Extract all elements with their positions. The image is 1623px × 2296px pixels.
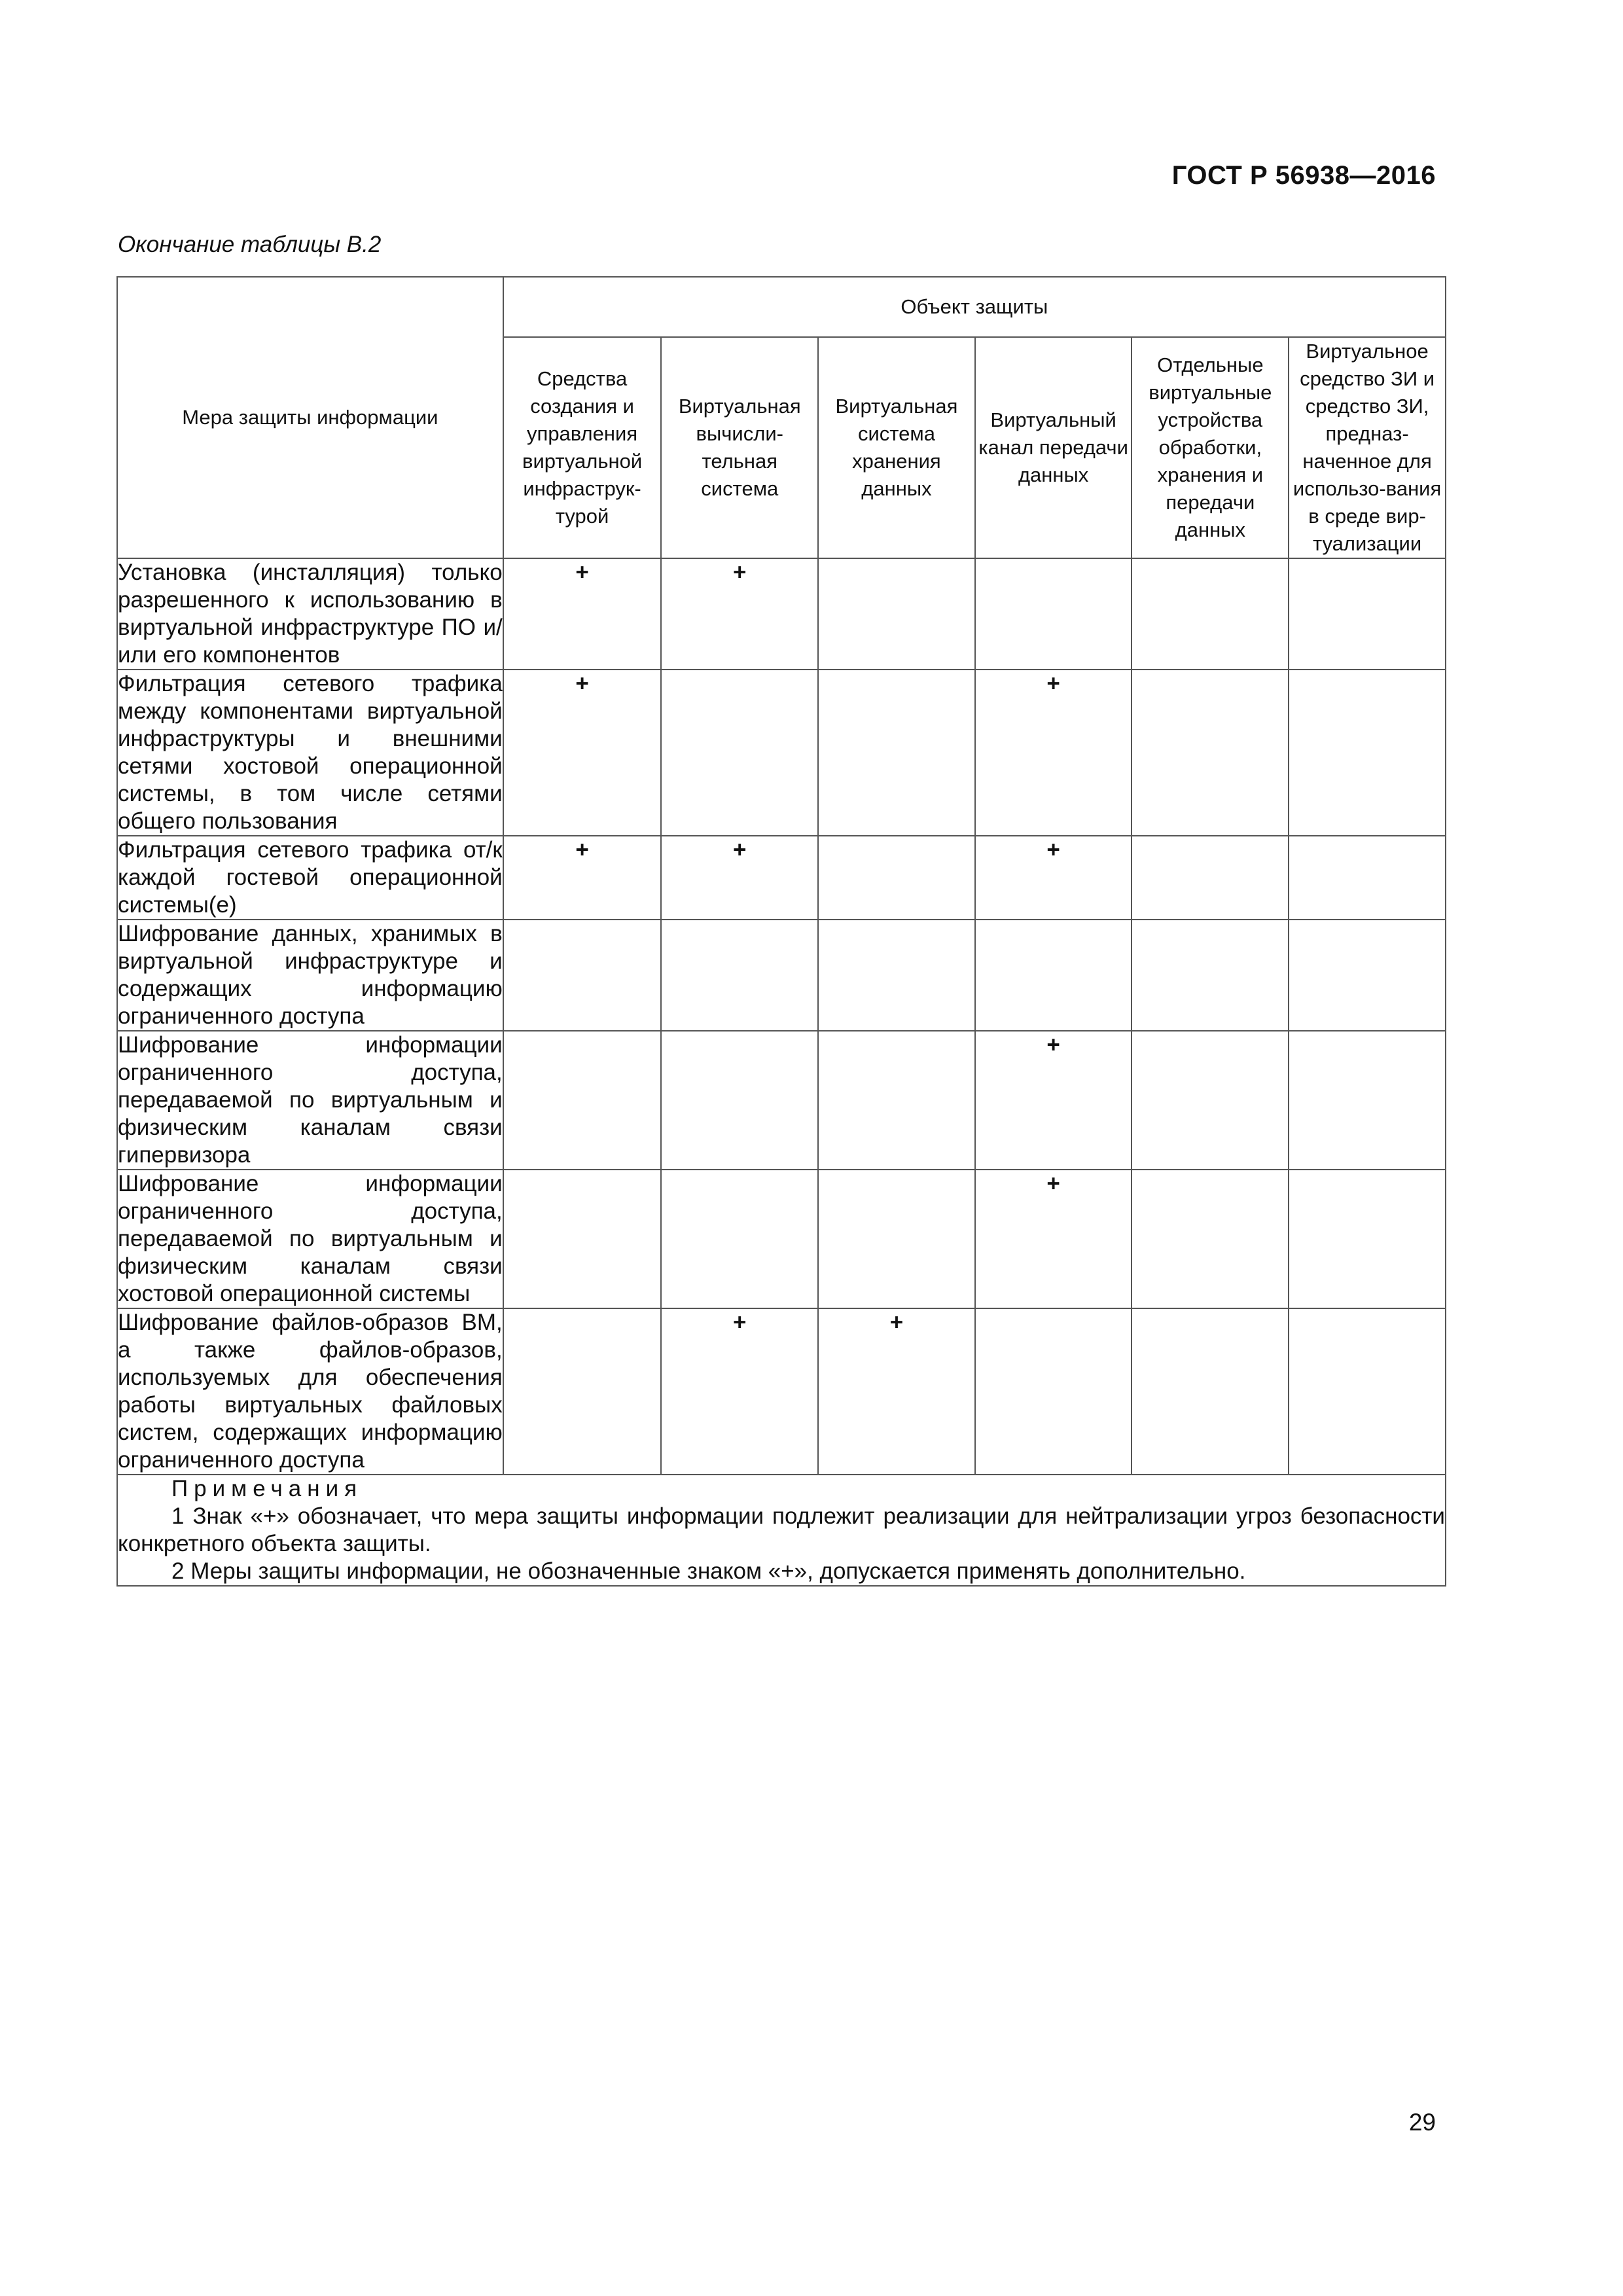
mark-cell: + [503,558,662,670]
note-item: 1 Знак «+» обозначает, что мера защиты информации подлежит реализации для нейтрализации угроз безопасности конкретного объекта защиты. [118,1503,1445,1556]
mark-cell [503,1308,662,1475]
table-row [117,1031,1446,1170]
mark-cell: + [818,1308,975,1475]
table-row [117,670,1446,836]
mark-cell [1289,1031,1446,1170]
table-row [117,836,1446,920]
mark-cell [661,1031,818,1170]
mark-cell [1289,1170,1446,1308]
mark-cell [661,920,818,1031]
mark-cell: + [975,836,1132,920]
measure-cell: Фильтрация сетевого трафика от/к каждой гостевой операционной системы(е) [117,836,503,920]
measure-cell: Установка (инсталляция) только разрешенного к использованию в виртуальной инфраструктуре ПО и/или его компонентов [117,558,503,670]
mark-cell [503,1031,662,1170]
mark-cell [818,1170,975,1308]
mark-cell [1289,836,1446,920]
mark-cell: + [503,836,662,920]
column-header-storage-system: Виртуальная система хранения данных [818,337,975,558]
notes-cell [117,1475,1446,1586]
mark-cell [975,920,1132,1031]
mark-cell [1289,1308,1446,1475]
table-row [117,1170,1446,1308]
column-header-data-channel: Виртуальный канал передачи данных [975,337,1132,558]
table-row [117,920,1446,1031]
measure-column-header: Мера защиты информации [117,277,503,558]
mark-cell [818,670,975,836]
mark-cell: + [661,1308,818,1475]
mark-cell: + [661,558,818,670]
mark-cell [1132,920,1289,1031]
mark-cell: + [975,1031,1132,1170]
mark-cell [661,1170,818,1308]
column-header-management-tools: Средства создания и управления виртуальной инфраструк-турой [503,337,662,558]
mark-cell [1132,558,1289,670]
measure-cell: Шифрование информации ограниченного доступа, передаваемой по виртуальным и физическим каналам связи хостовой операционной системы [117,1170,503,1308]
mark-cell [503,1170,662,1308]
mark-cell [975,1308,1132,1475]
protection-measures-table [116,276,1446,1587]
column-header-virtual-devices: Отдельные виртуальные устройства обработки, хранения и передачи данных [1132,337,1289,558]
page-number: 29 [1408,2109,1436,2136]
mark-cell [661,670,818,836]
table-row [117,558,1446,670]
mark-cell [1132,836,1289,920]
measure-cell: Шифрование файлов-образов ВМ, а также файлов-образов, используемых для обеспечения работы виртуальных файловых систем, содержащих информацию ограниченного доступа [117,1308,503,1475]
measure-cell: Шифрование данных, хранимых в виртуальной инфраструктуре и содержащих информацию ограниченного доступа [117,920,503,1031]
column-header-security-tools: Виртуальное средство ЗИ и средство ЗИ, предназ-наченное для использо-вания в среде вир-туализации [1289,337,1446,558]
document-code: ГОСТ Р 56938—2016 [1171,161,1436,190]
measure-cell: Фильтрация сетевого трафика между компонентами виртуальной инфраструктуры и внешними сетями хостовой операционной системы, в том числе сетями общего пользования [117,670,503,836]
column-header-computing-system: Виртуальная вычисли-тельная система [661,337,818,558]
mark-cell [1132,1308,1289,1475]
mark-cell [1289,670,1446,836]
note-item: 2 Меры защиты информации, не обозначенные знаком «+», допускается применять дополнительно. [171,1558,1246,1584]
table-row [117,1308,1446,1475]
mark-cell [503,920,662,1031]
mark-cell [818,836,975,920]
mark-cell [1289,558,1446,670]
protection-object-header: Объект защиты [503,277,1446,337]
notes-row [117,1475,1446,1586]
mark-cell [818,920,975,1031]
table-caption: Окончание таблицы В.2 [118,232,382,257]
mark-cell [818,1031,975,1170]
mark-cell [1132,1031,1289,1170]
mark-cell: + [975,1170,1132,1308]
mark-cell [1289,920,1446,1031]
mark-cell [975,558,1132,670]
measure-cell: Шифрование информации ограниченного доступа, передаваемой по виртуальным и физическим каналам связи гипервизора [117,1031,503,1170]
mark-cell: + [503,670,662,836]
mark-cell: + [975,670,1132,836]
notes-title: Примечания [171,1476,363,1501]
mark-cell [818,558,975,670]
mark-cell [1132,1170,1289,1308]
mark-cell: + [661,836,818,920]
mark-cell [1132,670,1289,836]
